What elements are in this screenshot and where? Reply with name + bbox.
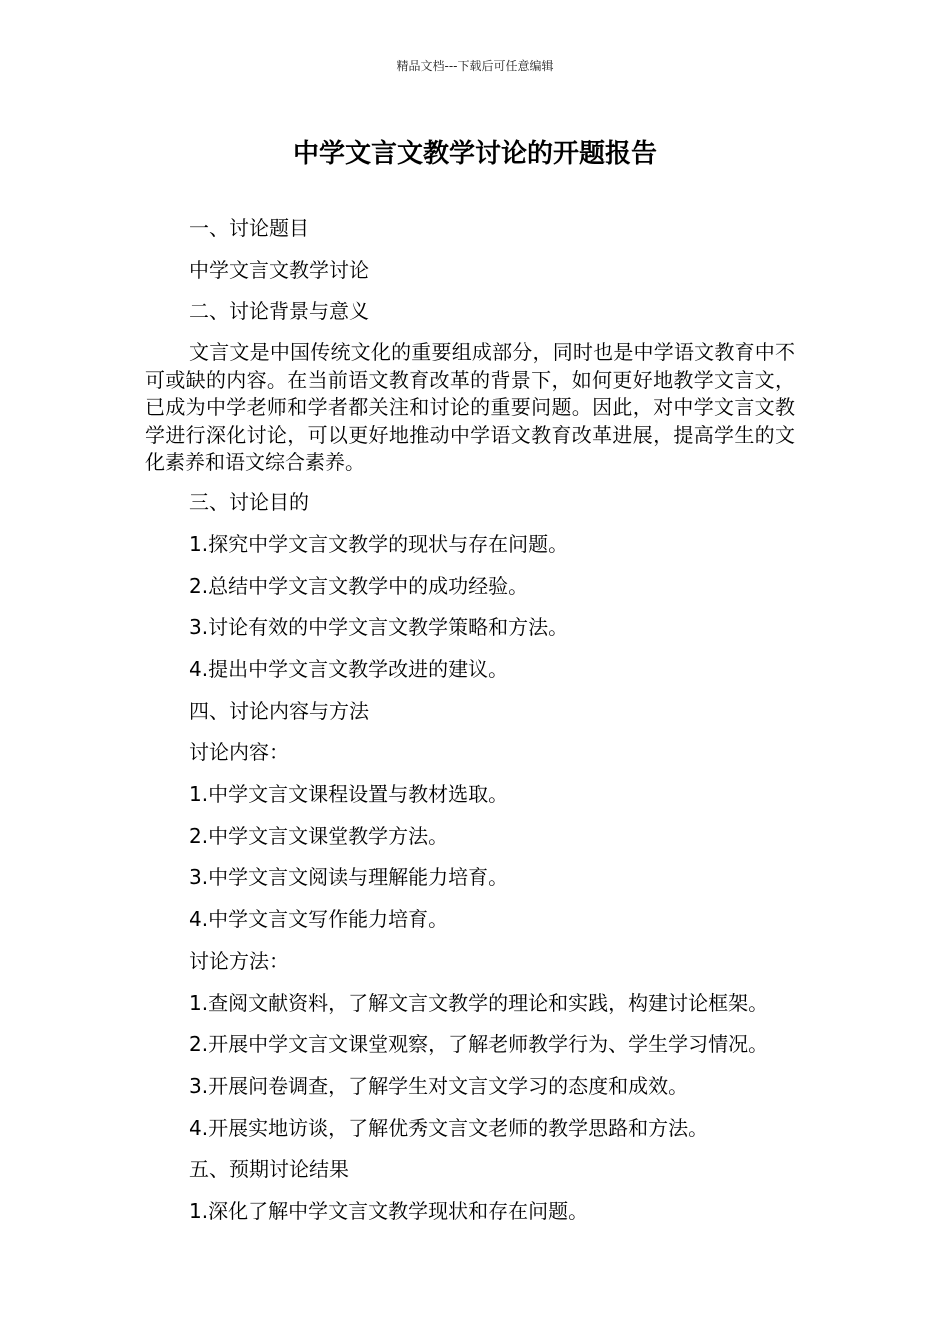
section-heading-background: 二、讨论背景与意义 xyxy=(189,299,369,324)
section-heading-expected-results: 五、预期讨论结果 xyxy=(189,1157,349,1182)
method-item: 4.开展实地访谈，了解优秀文言文老师的教学思路和方法。 xyxy=(189,1115,709,1140)
purpose-item: 3.讨论有效的中学文言文教学策略和方法。 xyxy=(189,615,569,640)
content-item: 1.中学文言文课程设置与教材选取。 xyxy=(189,782,509,807)
section-heading-content-method: 四、讨论内容与方法 xyxy=(189,698,369,723)
content-item: 4.中学文言文写作能力培育。 xyxy=(189,907,449,932)
content-item: 2.中学文言文课堂教学方法。 xyxy=(189,823,449,848)
section-heading-purpose: 三、讨论目的 xyxy=(189,490,309,515)
document-body xyxy=(145,212,795,1237)
method-label: 讨论方法： xyxy=(189,948,289,973)
content-label: 讨论内容： xyxy=(189,740,289,765)
method-item: 3.开展问卷调查，了解学生对文言文学习的态度和成效。 xyxy=(189,1073,689,1098)
purpose-item: 1.探究中学文言文教学的现状与存在问题。 xyxy=(189,531,569,556)
expected-result-item: 1.深化了解中学文言文教学现状和存在问题。 xyxy=(189,1198,589,1223)
purpose-item: 4.提出中学文言文教学改进的建议。 xyxy=(189,657,509,681)
method-item: 1.查阅文献资料，了解文言文教学的理论和实践，构建讨论框架。 xyxy=(189,990,769,1015)
section-heading-topic: 一、讨论题目 xyxy=(189,216,309,240)
topic-text: 中学文言文教学讨论 xyxy=(189,257,369,282)
content-item: 3.中学文言文阅读与理解能力培育。 xyxy=(189,865,509,890)
document-title: 中学文言文教学讨论的开题报告 xyxy=(292,139,657,169)
method-item: 2.开展中学文言文课堂观察，了解老师教学行为、学生学习情况。 xyxy=(189,1032,769,1057)
background-paragraph: 文言文是中国传统文化的重要组成部分，同时也是中学语文教育中不可或缺的内容。在当前语文教育改革的背景下，如何更好地教学文言文，已成为中学老师和学者都关注和讨论的重要问题。因此，对中学文言文教学进行深化讨论，可以更好地推动中学语文教育改革进展，提高学生的文化素养和语文综合素养。 xyxy=(145,340,795,475)
page-header: 精品文档---下载后可任意编辑 xyxy=(396,59,554,73)
purpose-item: 2.总结中学文言文教学中的成功经验。 xyxy=(189,573,529,598)
